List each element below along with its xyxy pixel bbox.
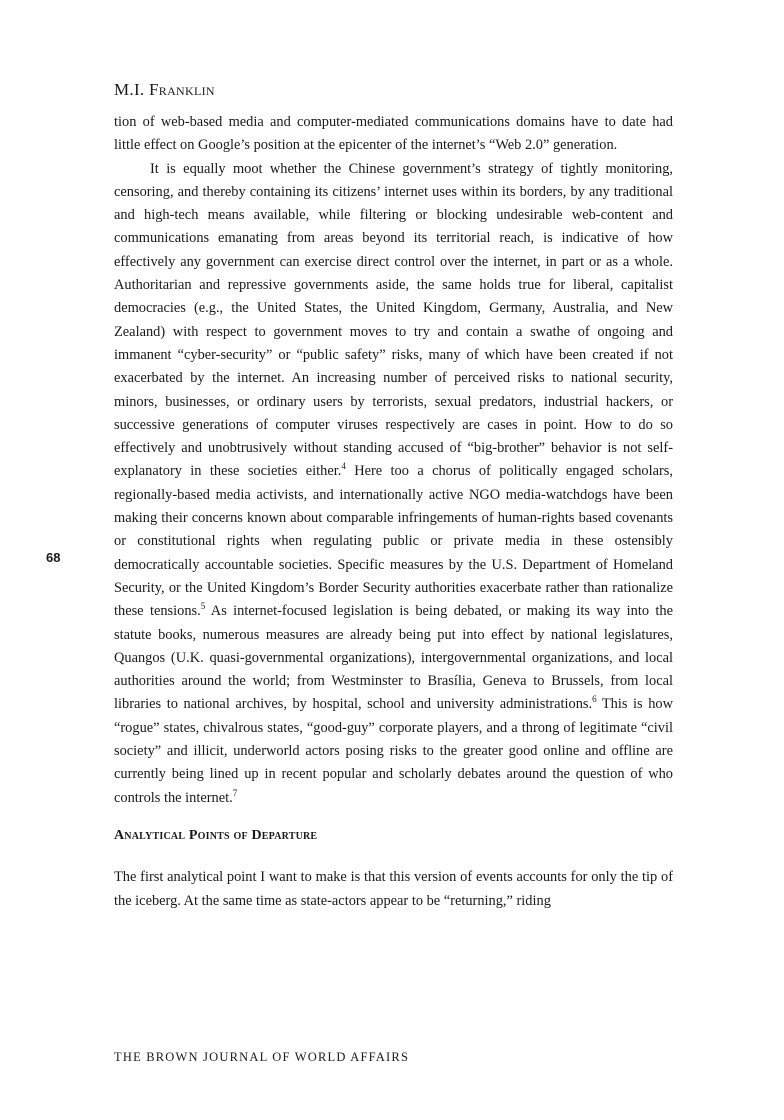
paragraph-state-control xyxy=(114,158,673,810)
section-heading: Analytical Points of Departure xyxy=(114,827,318,843)
footer-journal-title: THE BROWN JOURNAL OF WORLD AFFAIRS xyxy=(114,1050,410,1064)
page-number: 68 xyxy=(46,550,61,565)
footnote-marker-6[interactable]: 6 xyxy=(592,694,597,705)
paragraph-text-a: It is equally moot whether the Chinese government’s strategy of tightly monitoring, censoring, and thereby containing its citizens’ internet uses within its borders, by any traditional and high-tech means available, while filtering or blocking undesirable web-content and communications emanating from areas beyond its territorial reach, is indicative of how effectively any government can exercise direct control over the internet, in part or as a whole. Authoritarian and repressive governments aside, the same holds true for liberal, capitalist democracies (e.g., the United States, the United Kingdom, Germany, Australia, and New Zealand) with respect to government moves to try and contain a swathe of ongoing and immanent “cyber-security” or “public safety” risks, many of which have been created if not exacerbated by the internet. An increasing number of perceived risks to national security, minors, businesses, or ordinary users by terrorists, sexual predators, industrial hackers, or successive generations of computer viruses respectively are cases in point. How to do so effectively and unobtrusively without standing accused of “big-brother” behavior is not self-explanatory in these societies either. xyxy=(114,160,673,480)
paragraph-text-b: Here too a chorus of politically engaged scholars, regionally-based media activists, and internationally active NGO media-watchdogs have been making their concerns known about comparable infringements of human-rights based covenants or constitutional rights when regulating public or private media in these ostensibly democratically accountable societies. Specific measures by the U.S. Department of Homeland Security, or the United Kingdom’s Border Security authorities exacerbate rather than rationalize these tensions. xyxy=(114,463,673,620)
footnote-marker-4[interactable]: 4 xyxy=(341,461,346,472)
paragraph-continued: tion of web-based media and computer-mediated communications domains have to date had little effect on Google’s position at the epicenter of the internet’s “Web 2.0” generation. xyxy=(114,114,673,154)
footnote-marker-5[interactable]: 5 xyxy=(200,601,206,612)
article-body xyxy=(114,111,673,913)
footnote-marker-7[interactable]: 7 xyxy=(232,787,238,798)
running-head-author: M.I. Franklin xyxy=(114,80,215,99)
paragraph-text-c: As internet-focused legislation is being debated, or making its way into the statute books, numerous measures are already being put into effect by national legislatures, Quangos (U.K. quasi-governmental organizations), intergovernmental organizations, and local authorities around the world; from Westminster to Brasília, Geneva to Brussels, from local libraries to national archives, by hospital, school and university administrations. xyxy=(114,603,673,713)
paragraph-analytical-point: The first analytical point I want to make is that this version of events accounts for only the tip of the iceberg. At the same time as state-actors appear to be “returning,” riding xyxy=(114,869,673,909)
paragraph-text-d: This is how “rogue” states, chivalrous states, “good-guy” corporate players, and a throng of legitimate “civil society” and illicit, underworld actors posing risks to the greater good online and offline are currently being lined up in recent popular and scholarly debates around the question of who controls the internet. xyxy=(114,696,673,806)
